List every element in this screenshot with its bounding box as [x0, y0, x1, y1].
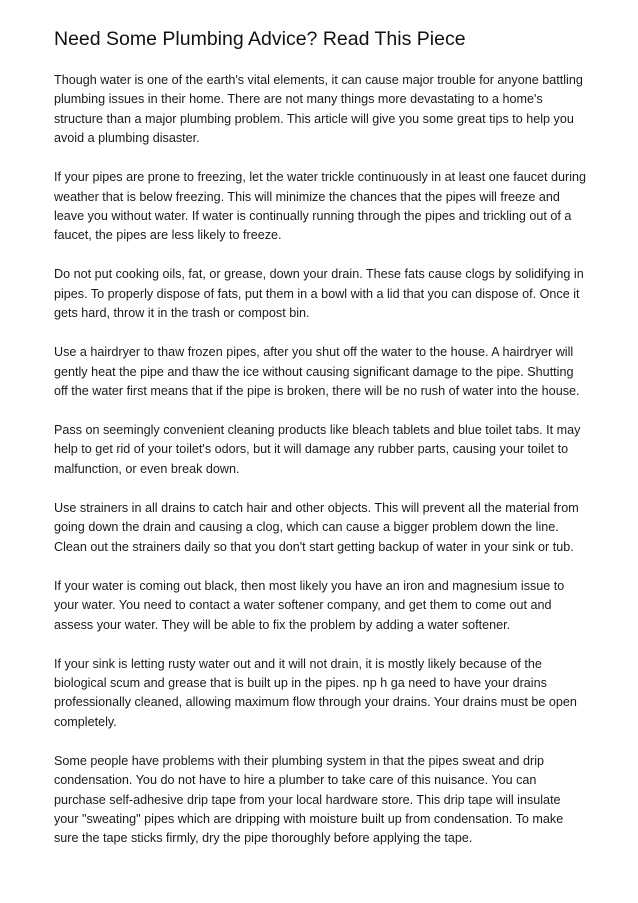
document-title: Need Some Plumbing Advice? Read This Piece: [54, 28, 466, 50]
paragraph-condensation: Some people have problems with their plumbing system in that the pipes sweat and drip condensation. You do not have to hire a plumber to take care of this nuisance. You can purchase self-adhesive drip tape from your local hardware store. This drip tape will insulate your "sweating" pipes which are dripping with moisture built up from condensation. To make sure the tape sticks firmly, dry the pipe thoroughly before applying the tape.: [54, 753, 564, 846]
paragraph-intro: Though water is one of the earth's vital elements, it can cause major trouble for anyone battling plumbing issues in their home. There are not many things more devastating to a home's structure than a major plumbing problem. This article will give you some great tips to help you avoid a plumbing disaster.: [54, 73, 583, 146]
paragraph-cooking-oils: Do not put cooking oils, fat, or grease, down your drain. These fats cause clogs by solidifying in pipes. To properly dispose of fats, put them in a bowl with a lid that you can dispose of. Once it gets hard, throw it in the trash or compost bin.: [54, 267, 584, 321]
paragraph-hairdryer: Use a hairdryer to thaw frozen pipes, after you shut off the water to the house. A hairdryer will gently heat the pipe and thaw the ice without causing significant damage to the pipe. Shutting off the water first means that if the pipe is broken, there will be no rush of water into the house.: [54, 345, 580, 399]
paragraph-rusty-water: If your sink is letting rusty water out and it will not drain, it is mostly likely because of the biological scum and grease that is built up in the pipes. np h ga need to have your drains professionally cleaned, allowing maximum flow through your drains. Your drains must be open completely.: [54, 656, 577, 729]
paragraph-cleaning-products: Pass on seemingly convenient cleaning products like bleach tablets and blue toilet tabs. It may help to get rid of your toilet's odors, but it will damage any rubber parts, causing your toilet to malfunction, or even break down.: [54, 423, 581, 476]
paragraph-strainers: Use strainers in all drains to catch hair and other objects. This will prevent all the material from going down the drain and causing a clog, which can cause a bigger problem down the line. Clean out the strainers daily so that you don't start getting backup of water in your sink or tub.: [54, 500, 579, 554]
paragraph-freezing-pipes: If your pipes are prone to freezing, let the water trickle continuously in at least one faucet during weather that is below freezing. This will minimize the chances that the pipes will freeze and leave you without water. If water is continually running through the pipes and trickling out of a faucet, the pipes are less likely to freeze.: [54, 170, 587, 243]
paragraph-black-water: If your water is coming out black, then most likely you have an iron and magnesium issue to your water. You need to contact a water softener company, and get them to come out and assess your water. They will be able to fix the problem by adding a water softener.: [54, 578, 565, 632]
